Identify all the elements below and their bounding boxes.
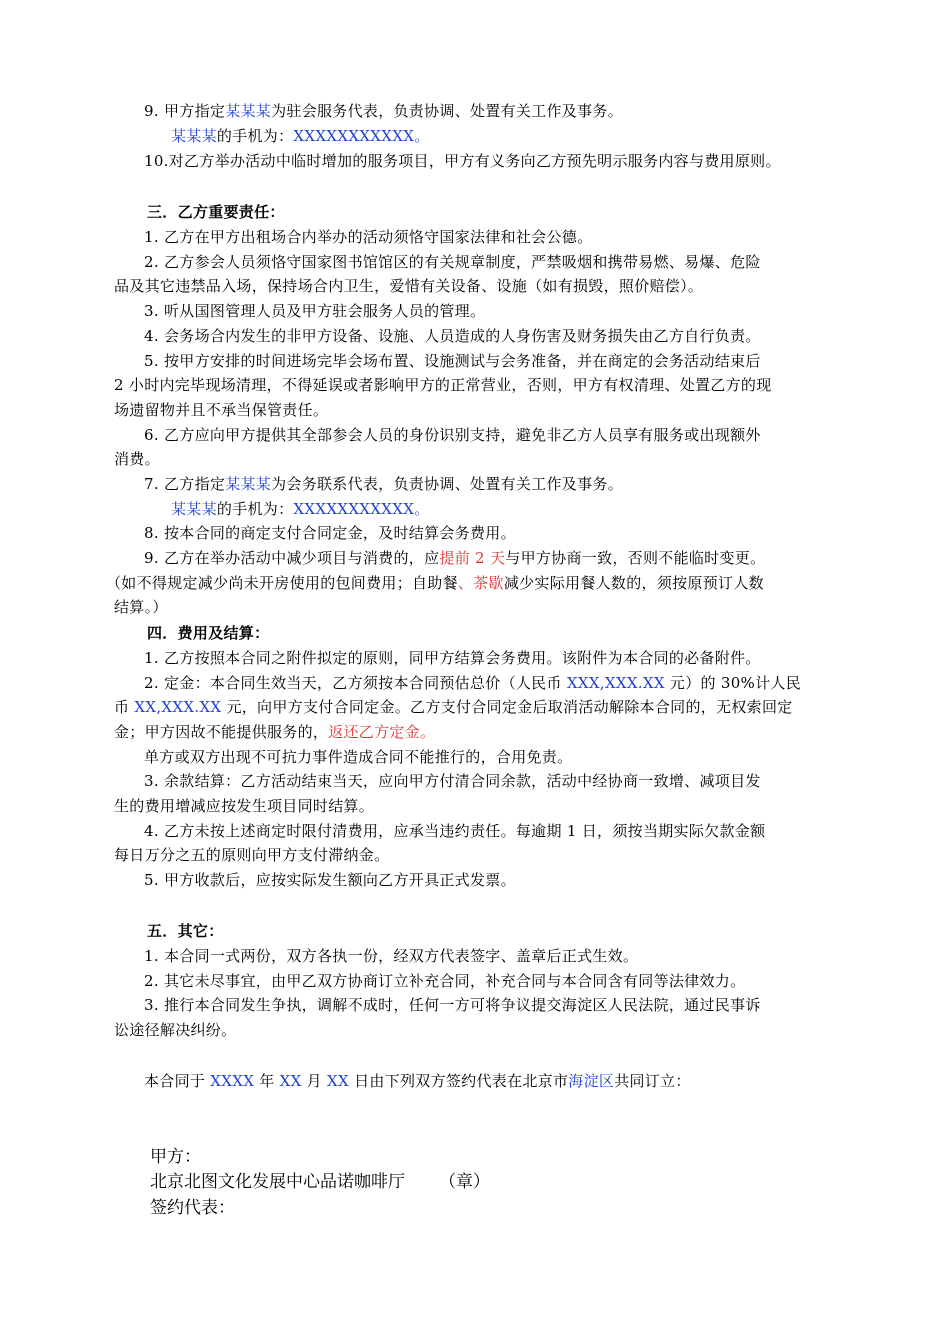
party-b-item-6: 6. 乙方应向甲方提供其全部参会人员的身份识别支持，避免非乙方人员享有服务或出现额外 <box>144 426 761 444</box>
party-a-company: 北京北图文化发展中心品诺咖啡厅 （章） <box>150 1172 490 1192</box>
party-a-item-10: 10.对乙方举办活动中临时增加的服务项目，甲方有义务向乙方预先明示服务内容与费用原则。 <box>144 152 781 170</box>
party-b-item-3: 3. 听从国图管理人员及甲方驻会服务人员的管理。 <box>144 302 486 320</box>
party-b-item-4: 4. 会务场合内发生的非甲方设备、设施、人员造成的人身伤害及财务损失由乙方自行负责。 <box>144 327 761 345</box>
fees-item-4-cont: 每日万分之五的原则向甲方支付滞纳金。 <box>114 846 390 864</box>
party-b-rep-phone: 某某某的手机为：XXXXXXXXXXX。 <box>171 500 430 518</box>
section-heading-party-b: 三．乙方重要责任： <box>147 203 285 221</box>
party-b-item-7: 7. 乙方指定某某某为会务联系代表，负责协调、处置有关工作及事务。 <box>144 475 623 493</box>
estimated-total: XXX,XXX.XX <box>566 674 665 692</box>
party-b-item-9-cont: （如不得规定减少尚未开房使用的包间费用；自助餐、茶歇减少实际用餐人数的，须按原预订人数 <box>106 574 764 592</box>
fees-item-2-cont2: 金；甲方因故不能提供服务的，返还乙方定金。 <box>114 723 436 741</box>
party-a-rep-name: 某某某 <box>225 102 272 120</box>
fees-item-5: 5. 甲方收款后，应按实际发生额向乙方开具正式发票。 <box>144 871 516 889</box>
signing-representative: 签约代表： <box>150 1198 235 1218</box>
party-b-item-2: 2. 乙方参会人员须恪守国家图书馆馆区的有关规章制度，严禁吸烟和携带易燃、易爆、危险 <box>144 253 761 271</box>
fees-item-3: 3. 余款结算：乙方活动结束当天，应向甲方付清合同余款，活动中经协商一致增、减项目发 <box>144 772 761 790</box>
party-b-item-6-cont: 消费。 <box>114 450 160 468</box>
section-heading-fees: 四．费用及结算： <box>147 624 270 642</box>
party-b-item-2-cont: 品及其它违禁品入场，保持场合内卫生，爱惜有关设备、设施（如有损毁，照价赔偿）。 <box>114 277 704 295</box>
other-item-2: 2. 其它未尽事宜，由甲乙双方协商订立补充合同，补充合同与本合同含有同等法律效力。 <box>144 972 746 990</box>
party-b-item-1: 1. 乙方在甲方出租场合内举办的活动须恪守国家法律和社会公德。 <box>144 228 593 246</box>
party-b-item-9-cont2: 结算。） <box>114 598 168 616</box>
party-b-item-5: 5. 按甲方安排的时间进场完毕会场布置、设施测试与会务准备，并在商定的会务活动结束后 <box>144 352 761 370</box>
other-item-1: 1. 本合同一式两份，双方各执一份，经双方代表签字、盖章后正式生效。 <box>144 947 639 965</box>
fees-item-2: 2. 定金：本合同生效当天，乙方须按本合同预估总价（人民币 XXX,XXX.XX 元）的 30%计人民 <box>144 674 802 692</box>
other-item-3-cont: 讼途径解决纠纷。 <box>114 1021 237 1039</box>
seal-placeholder: （章） <box>439 1172 490 1192</box>
section-heading-other: 五．其它： <box>147 922 224 940</box>
party-b-item-5-cont: 2 小时内完毕现场清理，不得延误或者影响甲方的正常营业，否则，甲方有权清理、处置乙方的现 <box>114 376 772 394</box>
party-b-item-9: 9. 乙方在举办活动中减少项目与消费的，应提前 2 天与甲方协商一致，否则不能临时变更。 <box>144 549 766 567</box>
party-b-rep-name: 某某某 <box>225 475 272 493</box>
force-majeure: 单方或双方出现不可抗力事件造成合同不能推行的，合用免责。 <box>144 748 573 766</box>
party-b-item-8: 8. 按本合同的商定支付合同定金，及时结算会务费用。 <box>144 524 516 542</box>
party-a-item-9: 9. 甲方指定某某某为驻会服务代表，负责协调、处置有关工作及事务。 <box>144 102 623 120</box>
fees-item-4: 4. 乙方未按上述商定时限付清费用，应承当违约责任。每逾期 1 日，须按当期实际欠款金额 <box>144 822 766 840</box>
deposit-amount: XX,XXX.XX <box>134 698 222 716</box>
party-a-rep-phone: 某某某的手机为：XXXXXXXXXXX。 <box>171 127 430 145</box>
party-a-label: 甲方： <box>150 1147 201 1167</box>
other-item-3: 3. 推行本合同发生争执，调解不成时，任何一方可将争议提交海淀区人民法院，通过民事诉 <box>144 996 761 1014</box>
closing-statement: 本合同于 XXXX 年 XX 月 XX 日由下列双方签约代表在北京市海淀区共同订立： <box>144 1072 691 1090</box>
fees-item-2-cont: 币 XX,XXX.XX 元，向甲方支付合同定金。乙方支付合同定金后取消活动解除本合同的，无权索回定 <box>114 698 793 716</box>
fees-item-3-cont: 生的费用增减应按发生项目同时结算。 <box>114 797 375 815</box>
fees-item-1: 1. 乙方按照本合同之附件拟定的原则，同甲方结算会务费用。该附件为本合同的必备附件。 <box>144 649 761 667</box>
party-b-item-5-cont2: 场遗留物并且不承当保管责任。 <box>114 401 329 419</box>
